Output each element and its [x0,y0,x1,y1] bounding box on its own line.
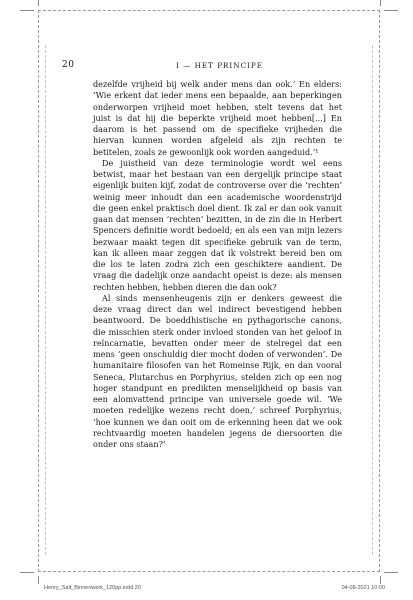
crop-mark-top-right-v [380,0,381,6]
body-text [93,79,342,450]
crop-mark-top-left-v [38,0,39,6]
slug-date: 04-08-2021 10:00 [341,585,385,591]
page-number: 20 [62,60,75,70]
running-head: I — HET PRINCIPE [176,61,263,70]
crop-mark-bottom-right-h [384,572,398,573]
slug-filename: Henry_Salt_Binnenwerk_120pp.indd 20 [44,585,141,591]
crop-mark-top-left-h [20,10,34,11]
crop-mark-bottom-left-h [20,572,34,573]
paragraph: De juistheid van deze terminologie wordt wel eens betwist, maar het bestaan van een dergelijk principe staat eigenlijk buiten kijf, zodat de controverse over die ‘rechten’ weinig meer inhoudt dan een academische woordenstrijd die geen enkel praktisch doel dient. Ik zal er dan ook vanuit gaan dat mensen ‘rechten’ bezitten, in de zin die in Herbert Spencers definitie wordt bedoeld; en als een van mijn lezers bezwaar maakt tegen dit specifieke gebruik van de term, kan ik alleen maar zeggen dat ik volstrekt bereid ben om die los te laten zodra zich een geschiktere aandient. De vraag die dadelijk onze aandacht opeist is deze: als mensen rechten hebben, hebben dieren die dan ook? [93,157,342,292]
crop-mark-top-right-h [384,10,398,11]
paragraph: dezelfde vrijheid bij welk ander mens dan ook.’ En elders: ‘Wie erkent dat ieder mens een bepaalde, aan beperkingen onderworpen vrijheid moet hebben, stelt tevens dat het juist is dat hij die beperkte vrijheid moet hebben[...] En daarom is het passend om de specifieke vrijheden die hiervan kunnen worden afgeleid als zijn rechten te betitelen, zoals ze gewoonlijk ook worden aangeduid.’¹ [93,79,342,157]
paragraph: Al sinds mensenheugenis zijn er denkers geweest die deze vraag direct dan wel indirect bevestigend hebben beantwoord. De boeddhistische en pythagorische canons, die misschien sterk onder invloed stonden van het geloof in reïncarnatie, bevatten onder meer de stelregel dat een mens ‘geen onschuldig dier mocht doden of verwonden’. De humanitaire filosofen van het Romeinse Rijk, en dan vooral Seneca, Plutarchus en Porphyrius, stelden zich op een nog hoger standpunt en predikten menselijkheid op basis van een alomvattend principe van universele goede wil. ‘We moeten redelijke wezens recht doen,’ schreef Porphyrius, ‘hoe kunnen we dan ooit om de erkenning heen dat we ook rechtvaardig moeten handelen jegens de diersoorten die onder ons staan?’ [93,292,342,449]
crop-mark-bottom-left-v [38,576,39,584]
crop-mark-bottom-right-v [380,576,381,584]
